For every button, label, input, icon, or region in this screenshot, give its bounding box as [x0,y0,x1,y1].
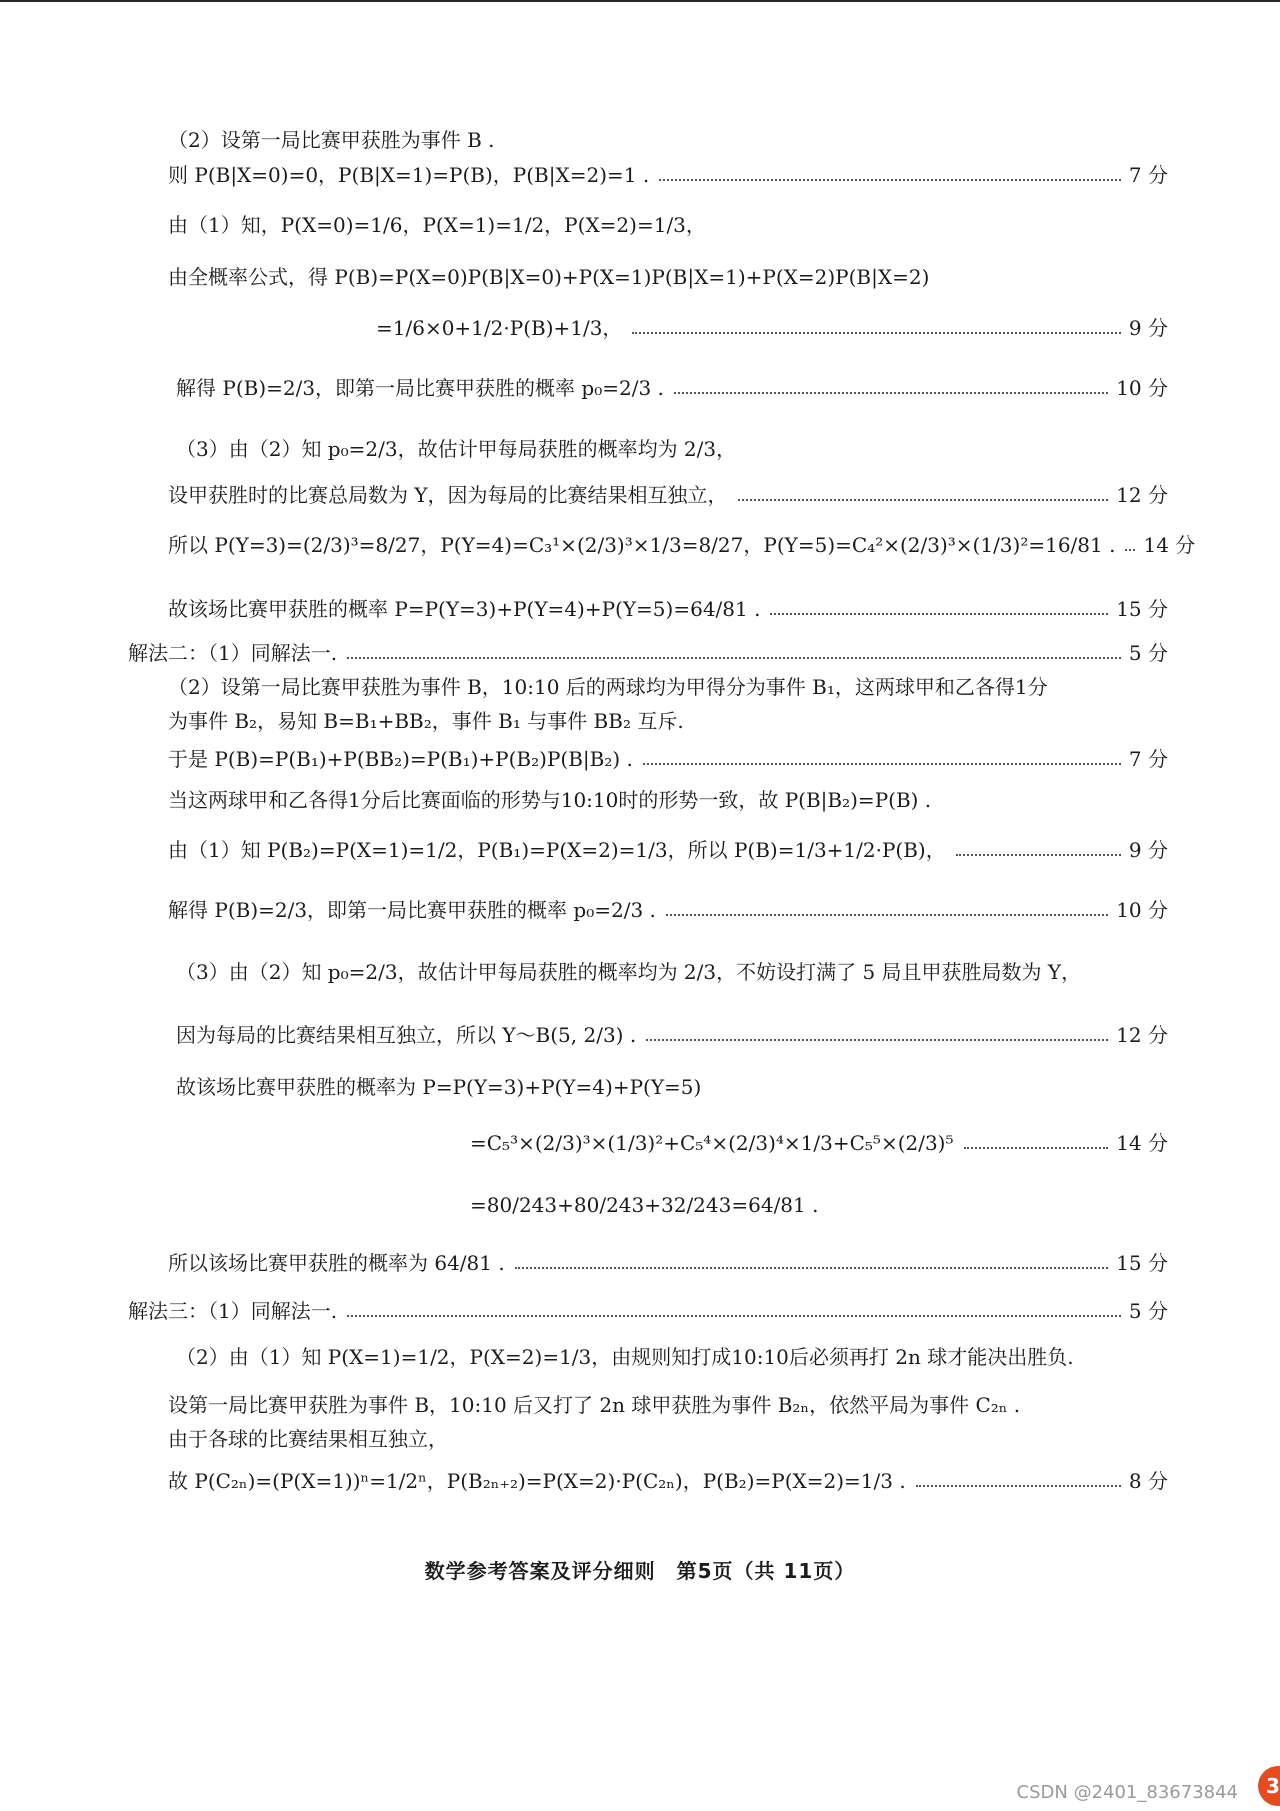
line-text: =C₅³×(2/3)³×(1/3)²+C₅⁴×(2/3)⁴×1/3+C₅⁵×(2/3)⁵ [470,1131,954,1155]
solution-line [128,638,1168,668]
line-text: 因为每局的比赛结果相互独立，所以 Y～B(5, 2/3) . [176,1023,637,1047]
score-label: 15 分 [1116,1251,1168,1275]
leader-dots [964,1147,1109,1149]
solution-line [176,1072,1168,1102]
leader-dots [515,1267,1108,1269]
line-text: 所以 P(Y=3)=(2/3)³=8/27，P(Y=4)=C₃¹×(2/3)³×1/3=8/27，P(Y=5)=C₄²×(2/3)³×(1/3)²=16/81 . [168,533,1116,557]
leader-dots [643,763,1121,765]
score-label: 5 分 [1128,1299,1168,1323]
line-text: （2）由（1）知 P(X=1)=1/2，P(X=2)=1/3，由规则知打成10:10后必须再打 2n 球才能决出胜负. [176,1345,1074,1369]
line-text: 由全概率公式，得 P(B)=P(X=0)P(B|X=0)+P(X=1)P(B|X=1)+P(X=2)P(B|X=2) [168,265,930,289]
leader-dots [646,1039,1108,1041]
solution-line [168,1466,1168,1496]
solution-line [176,373,1168,403]
solution-line [168,160,1168,190]
line-text: 解法二：（1）同解法一. [128,641,338,665]
page-footer: 数学参考答案及评分细则 第5页（共 11页） [424,1559,856,1583]
leader-dots [632,332,1120,334]
line-text: （2）设第一局比赛甲获胜为事件 B . [168,128,495,152]
line-text: 解得 P(B)=2/3，即第一局比赛甲获胜的概率 p₀=2/3 . [176,376,664,400]
leader-dots [956,854,1121,856]
score-label: 9 分 [1128,838,1168,862]
score-label: 7 分 [1128,163,1168,187]
score-label: 12 分 [1116,483,1168,507]
solution-line [168,480,1168,510]
solution-line [376,313,1168,343]
score-label: 9 分 [1128,316,1168,340]
line-text: 当这两球甲和乙各得1分后比赛面临的形势与10:10时的形势一致，故 P(B|B₂)=P(B) . [168,788,932,812]
line-text: （3）由（2）知 p₀=2/3，故估计甲每局获胜的概率均为 2/3， [176,437,737,461]
score-label: 7 分 [1128,747,1168,771]
leader-dots [770,613,1108,615]
solution-line [168,785,1168,815]
leader-dots [659,179,1121,181]
leader-dots [674,392,1108,394]
line-text: 设第一局比赛甲获胜为事件 B，10:10 后又打了 2n 球甲获胜为事件 B₂ₙ，依然平局为事件 C₂ₙ . [168,1393,1021,1417]
solution-line [168,672,1168,702]
solution-line [168,1424,1168,1454]
solution-line [168,1390,1168,1420]
score-label: 8 分 [1128,1469,1168,1493]
line-text: =1/6×0+1/2·P(B)+1/3， [376,316,623,340]
solution-line [176,1342,1168,1372]
solution-line [168,530,1196,560]
solution-line [168,895,1168,925]
line-text: 于是 P(B)=P(B₁)+P(BB₂)=P(B₁)+P(B₂)P(B|B₂) . [168,747,633,771]
line-text: 由于各球的比赛结果相互独立， [168,1427,448,1451]
line-text: 故 P(C₂ₙ)=(P(X=1))ⁿ=1/2ⁿ，P(B₂ₙ₊₂)=P(X=2)·P(C₂ₙ)，P(B₂)=P(X=2)=1/3 . [168,1469,906,1493]
line-text: 设甲获胜时的比赛总局数为 Y，因为每局的比赛结果相互独立， [168,483,728,507]
score-label: 10 分 [1116,898,1168,922]
watermark: CSDN @2401_83673844 [1016,1782,1238,1803]
line-text: 故该场比赛甲获胜的概率为 P=P(Y=3)+P(Y=4)+P(Y=5) [176,1075,702,1099]
score-label: 10 分 [1116,376,1168,400]
line-text: 为事件 B₂，易知 B=B₁+BB₂，事件 B₁ 与事件 BB₂ 互斥. [168,709,684,733]
solution-line [168,706,1168,736]
solution-line [168,1248,1168,1278]
solution-line [176,957,1168,987]
solution-line [168,594,1168,624]
solution-line [470,1190,1168,1220]
score-label: 12 分 [1116,1023,1168,1047]
solution-line [128,1296,1168,1326]
leader-dots [347,657,1121,659]
score-label: 15 分 [1116,597,1168,621]
solution-line [176,434,1168,464]
leader-dots [738,499,1109,501]
top-border [0,0,1280,2]
page-badge[interactable]: 3 [1258,1766,1280,1806]
score-label: 14 分 [1143,533,1196,557]
leader-dots [347,1315,1121,1317]
score-label: 5 分 [1128,641,1168,665]
line-text: 解得 P(B)=2/3，即第一局比赛甲获胜的概率 p₀=2/3 . [168,898,656,922]
line-text: 则 P(B|X=0)=0，P(B|X=1)=P(B)，P(B|X=2)=1 . [168,163,650,187]
line-text: 由（1）知 P(B₂)=P(X=1)=1/2，P(B₁)=P(X=2)=1/3，所以 P(B)=1/3+1/2·P(B)， [168,838,946,862]
line-text: （3）由（2）知 p₀=2/3，故估计甲每局获胜的概率均为 2/3，不妨设打满了 5 局且甲获胜局数为 Y， [176,960,1082,984]
solution-line [168,210,1168,240]
line-text: 解法三：（1）同解法一. [128,1299,338,1323]
line-text: 故该场比赛甲获胜的概率 P=P(Y=3)+P(Y=4)+P(Y=5)=64/81 . [168,597,761,621]
score-label: 14 分 [1116,1131,1168,1155]
solution-line [168,262,1168,292]
line-text: 所以该场比赛甲获胜的概率为 64/81 . [168,1251,505,1275]
line-text: =80/243+80/243+32/243=64/81 . [470,1193,819,1217]
leader-dots [666,914,1108,916]
solution-line [470,1128,1168,1158]
line-text: 由（1）知，P(X=0)=1/6，P(X=1)=1/2，P(X=2)=1/3， [168,213,706,237]
solution-line [168,835,1168,865]
solution-line [168,744,1168,774]
leader-dots [1125,549,1135,551]
line-text: （2）设第一局比赛甲获胜为事件 B，10:10 后的两球均为甲得分为事件 B₁，这两球甲和乙各得1分 [168,675,1048,699]
leader-dots [916,1485,1121,1487]
solution-line [176,1020,1168,1050]
solution-line [168,125,1168,155]
